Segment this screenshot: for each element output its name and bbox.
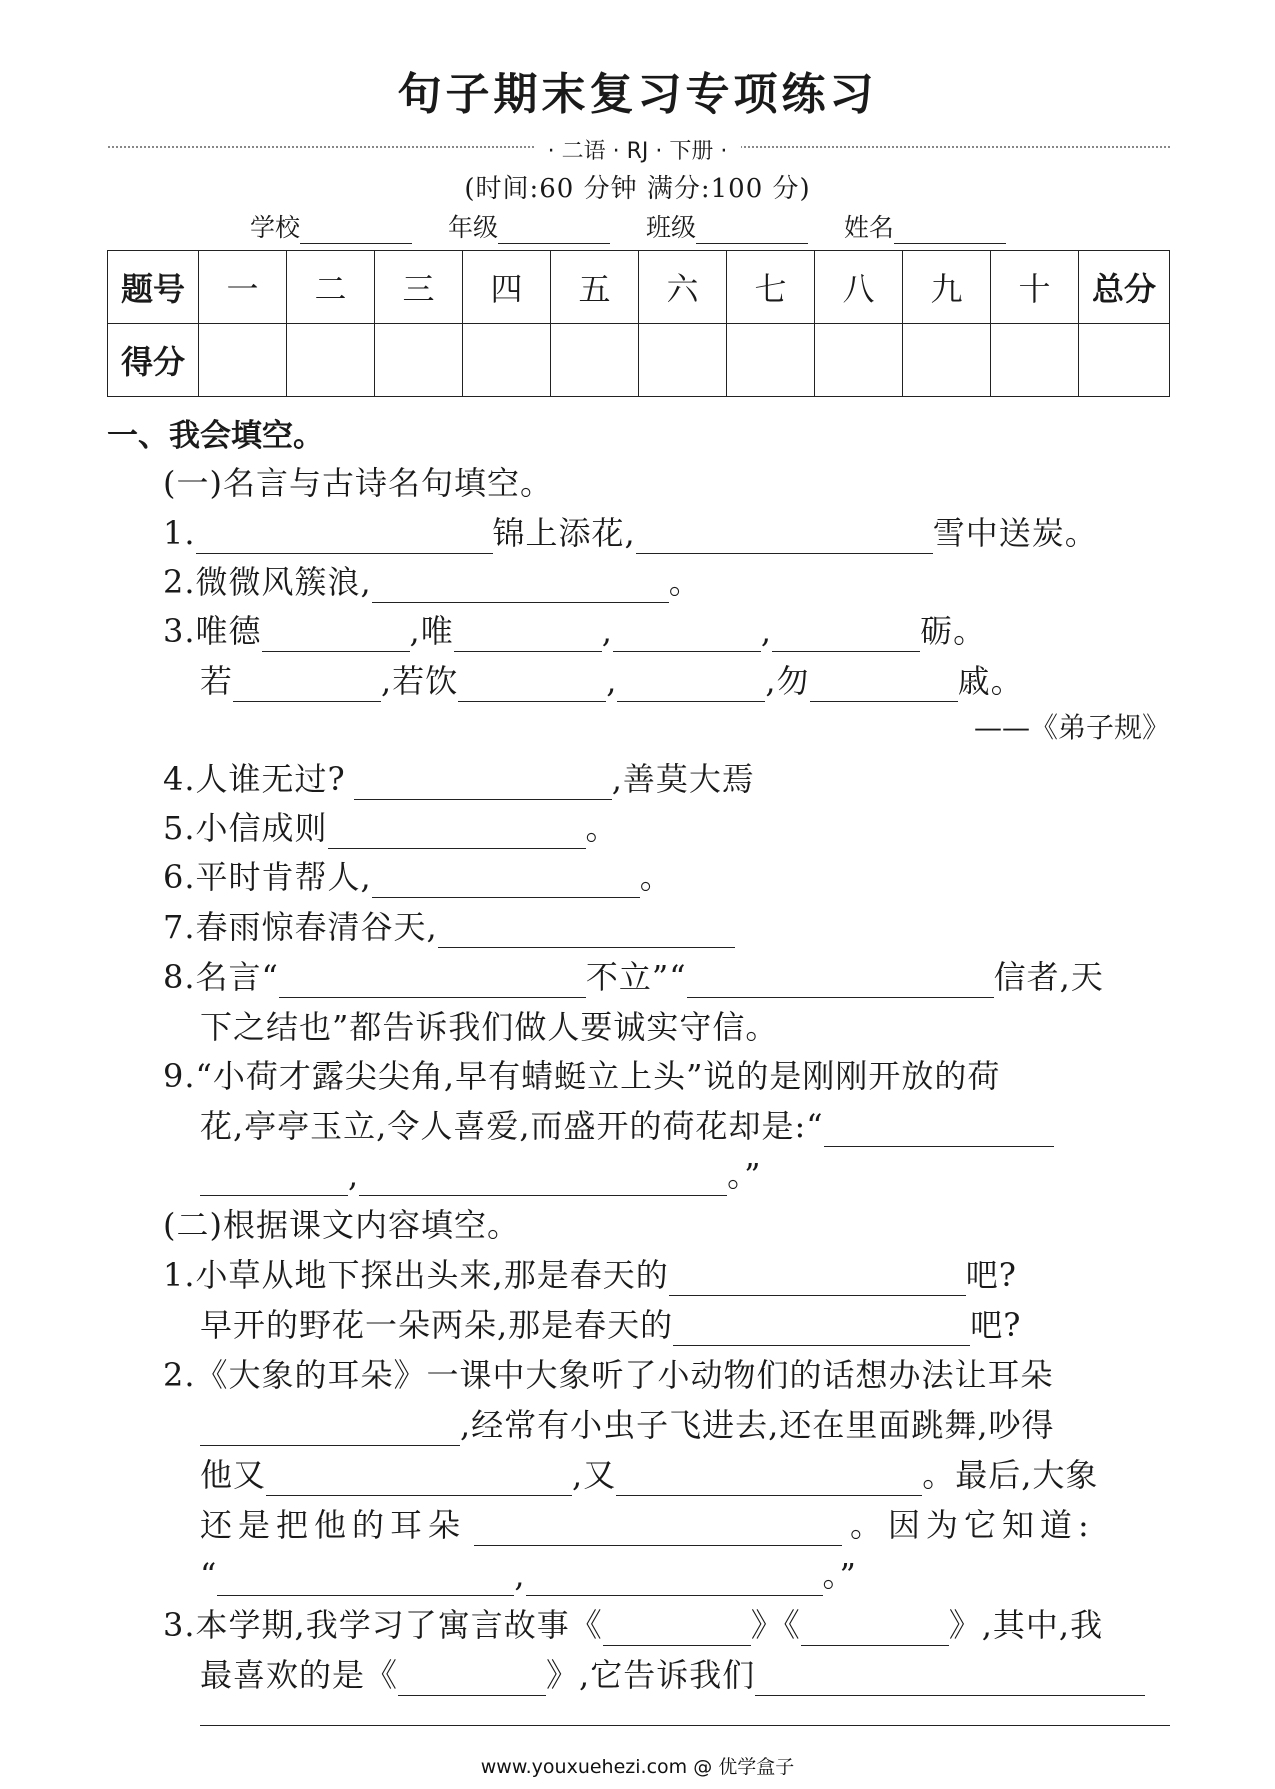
q-text: 吧? xyxy=(970,1306,1022,1344)
q-text: 1.小草从地下探出头来,那是春天的 xyxy=(163,1256,669,1294)
answer-blank[interactable] xyxy=(613,619,761,652)
q-text: 6.平时肯帮人, xyxy=(163,858,372,896)
score-cell[interactable] xyxy=(287,324,375,397)
q-text: , xyxy=(606,662,618,700)
q-text: ,善莫大焉 xyxy=(611,760,755,798)
score-cell[interactable] xyxy=(1079,324,1170,397)
q-text: 砺。 xyxy=(920,612,987,650)
class-label: 班级 xyxy=(645,213,696,242)
q-text: 3.本学期,我学习了寓言故事《 xyxy=(163,1606,603,1644)
answer-blank[interactable] xyxy=(372,865,640,898)
table-cell: 五 xyxy=(551,251,639,324)
answer-blank[interactable] xyxy=(328,816,586,849)
q-text: 。 xyxy=(585,809,619,847)
question-9-line1: 9.“小荷才露尖尖角,早有蜻蜓立上头”说的是刚刚开放的荷 xyxy=(163,1057,1001,1095)
answer-blank[interactable] xyxy=(398,1663,546,1696)
q-text: 花,亭亭玉立,令人喜爱,而盛开的荷花却是:“ xyxy=(200,1107,824,1145)
answer-blank[interactable] xyxy=(262,619,410,652)
answer-blank[interactable] xyxy=(810,669,958,702)
q-text: 早开的野花一朵两朵,那是春天的 xyxy=(200,1306,674,1344)
name-label: 姓名 xyxy=(843,213,894,242)
q-text: ,若饮 xyxy=(381,662,459,700)
table-cell: 三 xyxy=(375,251,463,324)
table-cell: 一 xyxy=(199,251,287,324)
q-text: 》,其中,我 xyxy=(948,1606,1104,1644)
table-cell: 总分 xyxy=(1079,251,1170,324)
answer-blank[interactable] xyxy=(474,1513,842,1546)
answer-blank[interactable] xyxy=(755,1663,1145,1696)
p2-question-1-line1 xyxy=(163,1250,1017,1296)
table-cell: 题号 xyxy=(108,251,199,324)
answer-blank[interactable] xyxy=(687,965,994,998)
answer-blank[interactable] xyxy=(617,669,765,702)
question-3-line1 xyxy=(163,606,986,652)
q-number: 1. xyxy=(163,514,196,552)
question-6 xyxy=(163,852,673,898)
q-text: “ xyxy=(200,1556,218,1594)
source-citation: ——《弟子规》 xyxy=(973,711,1170,744)
q-text: 若 xyxy=(200,662,234,700)
answer-blank[interactable] xyxy=(458,669,606,702)
answer-blank[interactable] xyxy=(801,1613,949,1646)
table-cell: 九 xyxy=(903,251,991,324)
q-text: 。 xyxy=(639,858,673,896)
q-text: ,勿 xyxy=(765,662,810,700)
score-cell[interactable] xyxy=(991,324,1079,397)
q-text: , xyxy=(514,1556,526,1594)
footer-watermark: www.youxuehezi.com @ 优学盒子 xyxy=(480,1756,795,1778)
school-label: 学校 xyxy=(250,213,301,242)
score-cell[interactable] xyxy=(903,324,991,397)
p2-question-2-line1: 2.《大象的耳朵》一课中大象听了小动物们的话想办法让耳朵 xyxy=(163,1356,1054,1394)
section-heading: 一、我会填空。 xyxy=(107,418,324,454)
answer-blank[interactable] xyxy=(217,1563,514,1596)
answer-blank[interactable] xyxy=(454,619,602,652)
p2-question-2-line4 xyxy=(200,1500,1095,1546)
question-8-line2: 下之结也”都告诉我们做人要诚实守信。 xyxy=(200,1008,779,1046)
q-text: 。 xyxy=(668,563,702,601)
student-info-row xyxy=(250,208,1034,244)
q-text: 。” xyxy=(727,1156,762,1194)
question-2 xyxy=(163,557,702,603)
question-5 xyxy=(163,803,619,849)
name-field[interactable] xyxy=(844,208,1006,244)
q-text: ,唯 xyxy=(409,612,454,650)
question-8-line1 xyxy=(163,952,1104,998)
answer-blank[interactable] xyxy=(359,1163,727,1196)
q-text: 锦上添花, xyxy=(492,514,636,552)
q-text: 吧? xyxy=(965,1256,1017,1294)
question-4 xyxy=(163,754,755,800)
table-cell: 四 xyxy=(463,251,551,324)
answer-blank[interactable] xyxy=(200,1413,460,1446)
time-info: (时间:60 分钟 满分:100 分) xyxy=(464,174,811,204)
question-9-line3 xyxy=(200,1150,762,1196)
p2-question-3-line2 xyxy=(200,1650,1145,1696)
q-text: 。最后,大象 xyxy=(922,1456,1099,1494)
school-field[interactable] xyxy=(250,208,412,244)
q-text: 8.名言“ xyxy=(163,958,279,996)
answer-blank[interactable] xyxy=(200,1163,348,1196)
question-3-line2 xyxy=(200,656,1024,702)
question-1 xyxy=(163,508,1098,554)
score-cell[interactable] xyxy=(551,324,639,397)
grade-field[interactable] xyxy=(448,208,610,244)
q-text: 戚。 xyxy=(957,662,1024,700)
answer-blank[interactable] xyxy=(669,1263,966,1296)
q-text: , xyxy=(760,612,773,650)
answer-blank[interactable] xyxy=(824,1114,1054,1147)
answer-blank[interactable] xyxy=(354,767,612,800)
score-table xyxy=(107,250,1170,397)
q-text: 。” xyxy=(822,1556,857,1594)
q-text: 雪中送炭。 xyxy=(932,514,1098,552)
question-9-line2 xyxy=(200,1101,1054,1147)
q-text: 最喜欢的是《 xyxy=(200,1656,399,1694)
table-cell: 二 xyxy=(287,251,375,324)
q-text: 。因为它知道: xyxy=(850,1506,1095,1544)
answer-blank[interactable] xyxy=(673,1313,970,1346)
p2-question-2-line3 xyxy=(200,1450,1098,1496)
q-text: 》《 xyxy=(750,1606,801,1644)
page-title: 句子期末复习专项练习 xyxy=(397,69,878,120)
q-text: 信者,天 xyxy=(993,958,1104,996)
q-text: 5.小信成则 xyxy=(163,809,328,847)
score-cell[interactable] xyxy=(815,324,903,397)
q-text: 不立”“ xyxy=(585,958,687,996)
table-cell: 得分 xyxy=(108,324,199,397)
answer-blank[interactable] xyxy=(603,1613,751,1646)
q-text: 还是把他的耳朵 xyxy=(200,1506,467,1544)
q-text: 4.人谁无过? xyxy=(163,760,346,798)
answer-blank[interactable] xyxy=(372,570,669,603)
answer-blank[interactable] xyxy=(636,521,933,554)
table-cell: 七 xyxy=(727,251,815,324)
q-text: 2.微微风簇浪, xyxy=(163,563,372,601)
q-text: 》,它告诉我们 xyxy=(546,1656,756,1694)
q-text: 7.春雨惊春清谷天, xyxy=(163,908,438,946)
answer-blank[interactable] xyxy=(196,521,493,554)
q-text: ,又 xyxy=(572,1456,617,1494)
p2-question-2-line5 xyxy=(200,1550,857,1596)
table-cell: 八 xyxy=(815,251,903,324)
p2-question-2-line2 xyxy=(200,1400,1055,1446)
p2-question-1-line2 xyxy=(200,1300,1021,1346)
table-cell: 六 xyxy=(639,251,727,324)
q-text: 他又 xyxy=(200,1456,267,1494)
answer-line[interactable] xyxy=(200,1725,1170,1726)
class-field[interactable] xyxy=(646,208,808,244)
answer-blank[interactable] xyxy=(279,965,586,998)
subtitle-text: · 二语 · RJ · 下册 · xyxy=(534,139,742,164)
answer-blank[interactable] xyxy=(526,1563,823,1596)
score-row xyxy=(108,324,1170,397)
q-text: 3.唯德 xyxy=(163,612,262,650)
score-cell[interactable] xyxy=(199,324,287,397)
p2-question-3-line1 xyxy=(163,1600,1103,1646)
answer-blank[interactable] xyxy=(438,907,735,948)
grade-label: 年级 xyxy=(447,213,498,242)
answer-blank[interactable] xyxy=(266,1463,572,1496)
part2-heading: (二)根据课文内容填空。 xyxy=(163,1206,520,1244)
answer-blank[interactable] xyxy=(772,619,920,652)
subtitle xyxy=(0,134,1275,165)
score-cell[interactable] xyxy=(639,324,727,397)
score-cell[interactable] xyxy=(375,324,463,397)
q-text: ,经常有小虫子飞进去,还在里面跳舞,吵得 xyxy=(460,1406,1055,1444)
score-cell[interactable] xyxy=(727,324,815,397)
answer-blank[interactable] xyxy=(233,669,381,702)
score-cell[interactable] xyxy=(463,324,551,397)
table-cell: 十 xyxy=(991,251,1079,324)
question-number-row xyxy=(108,251,1170,324)
q-text: , xyxy=(348,1156,360,1194)
q-text: , xyxy=(601,612,613,650)
answer-blank[interactable] xyxy=(616,1463,922,1496)
question-7 xyxy=(163,902,735,948)
part1-heading: (一)名言与古诗名句填空。 xyxy=(163,464,553,502)
